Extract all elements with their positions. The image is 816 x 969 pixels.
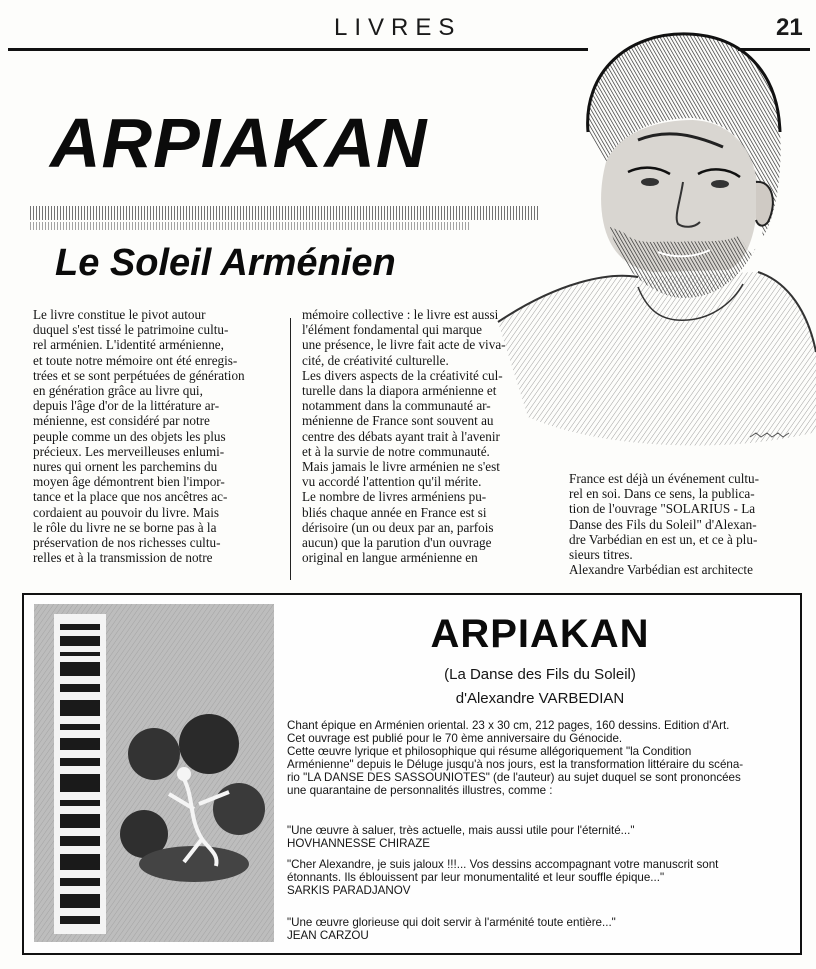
text-line: centre des débats ayant trait à l'avenir (302, 428, 500, 444)
text-line: préservation de nos richesses cultu- (33, 535, 221, 551)
text-line: l'élément fondamental qui marque (302, 322, 482, 338)
text-line: ménienne de France sont souvent au (302, 413, 494, 429)
text-line: et toute notre mémoire ont été enregis- (33, 352, 238, 368)
text-line: mémoire collective : le livre est aussi (302, 307, 499, 322)
text-line: turelle dans la diapora arménienne et (302, 383, 497, 399)
article-column-2 (302, 307, 543, 565)
text-line: vu accordé l'attention qu'il mérite. (302, 474, 482, 490)
text-line: Arménienne" depuis le Déluge jusqu'à nos jours, est la transformation littéraire du scéna- (287, 758, 744, 771)
text-line: nures qui ornent les parchemins du (33, 459, 218, 475)
text-line: et à la survie de notre communauté. (302, 443, 490, 459)
text-line: moyen âge démontrent bien l'impor- (33, 474, 225, 490)
text-line: bliés chaque année en France est si (302, 504, 487, 520)
text-line: relles et à la transmission de notre (33, 550, 213, 566)
text-line: une quarantaine de personnalités illustres, comme : (287, 784, 553, 797)
section-title: LIVRES (334, 14, 462, 41)
text-line: en génération grâce au livre qui, (33, 383, 203, 399)
text-line: tance et la place que nos ancêtres ac- (33, 489, 228, 505)
text-line: duquel s'est tissé le patrimoine cultu- (33, 322, 229, 338)
text-line: France est déjà un événement cultu- (569, 471, 760, 486)
quote-author: HOVHANNESSE CHIRAZE (287, 837, 431, 850)
article-column-1 (33, 307, 277, 565)
text-line: dérisoire (un ou deux par an, parfois (302, 519, 494, 535)
text-line: rel en soi. Dans ce sens, la publica- (569, 486, 755, 502)
article-title: ARPIAKAN (50, 104, 428, 182)
text-line: notamment dans la communauté ar- (302, 398, 491, 414)
text-line: dre Varbédian en est un, et ce à plu- (569, 531, 758, 547)
text-line: tion de l'ouvrage "SOLARIUS - La (569, 501, 756, 517)
advert-author: d'Alexandre VARBEDIAN (455, 690, 625, 707)
decorative-hatching (30, 206, 540, 220)
text-line: Danse des Fils du Soleil" d'Alexan- (569, 516, 757, 532)
article-subtitle: Le Soleil Arménien (55, 242, 396, 284)
text-line: peuple comme un des objets les plus (33, 428, 226, 444)
text-line: cordaient au pouvoir du livre. Mais (33, 504, 220, 520)
text-line: Le nombre de livres arméniens pu- (302, 489, 487, 505)
text-line: Cet ouvrage est publié pour le 70 ème anniversaire du Génocide. (287, 732, 623, 745)
quote-text: "Une œuvre à saluer, très actuelle, mais aussi utile pour l'éternité..." (287, 824, 635, 837)
text-line: Les divers aspects de la créativité cul- (302, 367, 503, 383)
quote-author: JEAN CARZOU (287, 929, 369, 942)
advert-title: ARPIAKAN (430, 612, 650, 656)
book-cover-image (34, 604, 274, 942)
text-line: Mais jamais le livre arménien ne s'est (302, 459, 500, 475)
quote-text: "Cher Alexandre, je suis jaloux !!!... Vos dessins accompagnant votre manuscrit sont (287, 858, 719, 871)
text-line: Alexandre Varbédian est architecte (569, 562, 753, 578)
advert-description (287, 719, 792, 797)
quote-block (287, 824, 792, 850)
quote-text: "Une œuvre glorieuse qui doit servir à l'arménité toute entière..." (287, 916, 616, 929)
advert-subtitle: (La Danse des Fils du Soleil) (444, 666, 636, 683)
quote-text: étonnants. Ils éblouissent par leur monumentalité et leur souffle épique..." (287, 871, 665, 884)
quote-author: SARKIS PARADJANOV (287, 884, 411, 897)
text-line: original en langue arménienne en (302, 550, 478, 566)
quote-block (287, 916, 792, 942)
text-line: depuis l'âge d'or de la littérature ar- (33, 398, 220, 414)
column-divider (290, 318, 291, 580)
page-number: 21 (776, 14, 803, 41)
text-line: trées et se sont perpétuées de génération (33, 367, 245, 383)
text-line: aucun) que la parution d'un ouvrage (302, 535, 492, 551)
article-column-3 (569, 471, 807, 577)
text-line: cité, de créativité culturelle. (302, 352, 449, 368)
text-line: ménienne, est considéré par notre (33, 413, 210, 429)
text-line: le rôle du livre ne se borne pas à la (33, 519, 217, 535)
text-line: précieux. Les merveilleuses enlumi- (33, 443, 225, 459)
decorative-hatching (30, 222, 470, 230)
text-line: rel arménien. L'identité arménienne, (33, 337, 224, 353)
text-line: Cette œuvre lyrique et philosophique qui résume allégoriquement "la Condition (287, 745, 692, 758)
text-line: une présence, le livre fait acte de viva- (302, 337, 506, 353)
text-line: sieurs titres. (569, 547, 633, 563)
text-line: Le livre constitue le pivot autour (33, 307, 206, 322)
text-line: rio "LA DANSE DES SASSOUNIOTES" (de l'auteur) au sujet duquel se sont prononcées (287, 771, 741, 784)
quote-block (287, 858, 792, 897)
text-line: Chant épique en Arménien oriental. 23 x 30 cm, 212 pages, 160 dessins. Edition d'Art. (287, 719, 730, 732)
